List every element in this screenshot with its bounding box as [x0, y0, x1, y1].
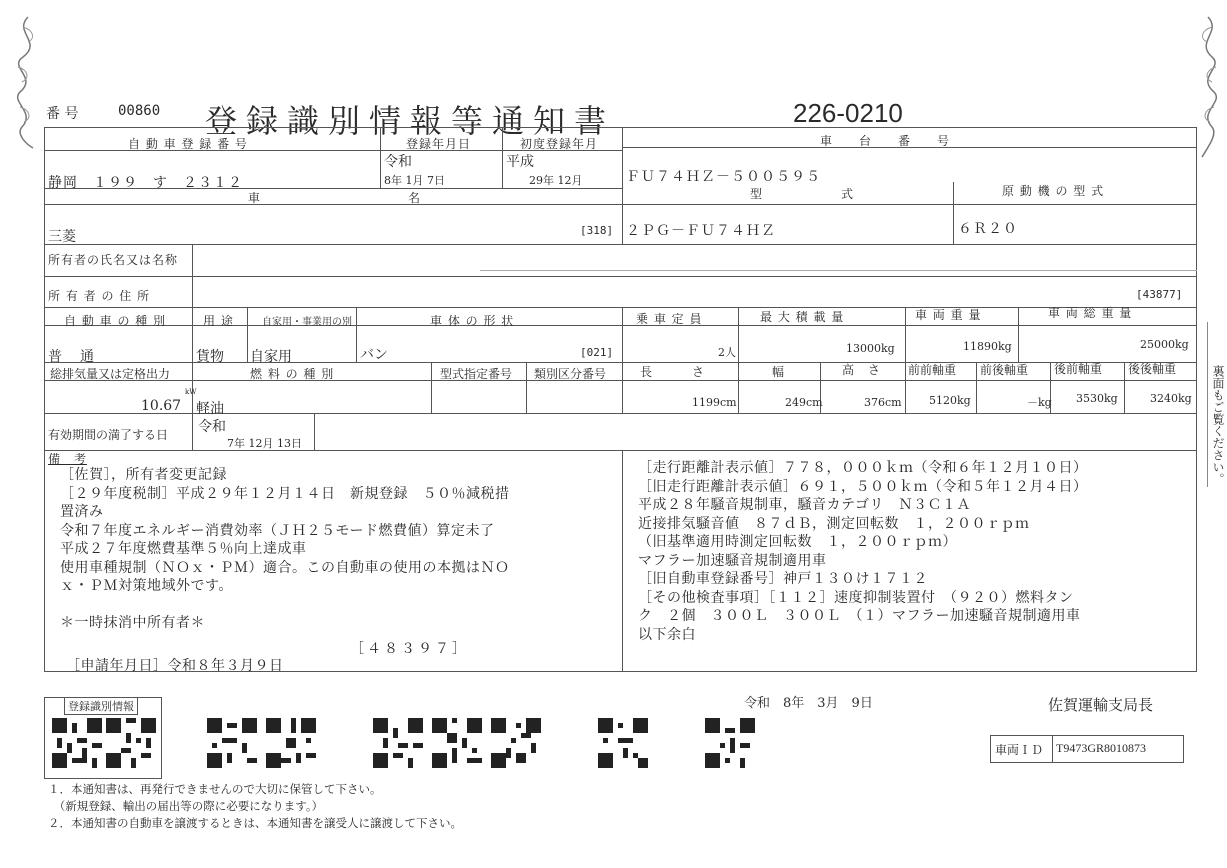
- remark-line: ＊一時抹消中所有者＊: [60, 615, 205, 631]
- page-title: 登録識別情報等通知書: [205, 102, 616, 140]
- gross-weight-value: 25000kg: [1140, 338, 1189, 351]
- fr-axle-label: 前後軸重: [980, 363, 1029, 377]
- vehicle-kind-label: 自 動 車 の 種 別: [64, 314, 167, 328]
- remark-line: ク ２個 ３００Ｌ ３００Ｌ （１）マフラー加速騒音規制適用車: [638, 608, 1081, 624]
- capacity-label: 乗 車 定 員: [636, 312, 703, 326]
- usage-value: 貨物: [196, 349, 224, 365]
- engine-type: ６Ｒ２０: [958, 221, 1018, 237]
- height-value: 376cm: [864, 396, 902, 409]
- expiry-date: 7年 12月 13日: [227, 437, 302, 450]
- doc-number: 00860: [118, 103, 161, 119]
- owner-address-label: 所 有 者 の 住 所: [48, 289, 151, 303]
- reg-era: 令和: [384, 154, 412, 170]
- application-date: ［申請年月日］令和８年３月９日: [66, 658, 284, 674]
- height-label: 高 さ: [842, 363, 882, 377]
- issue-date: 令和 8年 3月 9日: [744, 696, 873, 711]
- qr-code-icon: [266, 718, 316, 768]
- max-load-value: 13000kg: [846, 342, 895, 355]
- expiry-era: 令和: [198, 419, 226, 435]
- fuel-label: 燃 料 の 種 別: [250, 367, 335, 381]
- ff-axle-value: 5120kg: [929, 394, 971, 407]
- category-number-label: 類別区分番号: [534, 367, 607, 381]
- rr-axle-label: 後後軸重: [1128, 362, 1177, 376]
- name-label: 名: [408, 191, 422, 205]
- length-label: 長 さ: [640, 365, 706, 379]
- remarks-label: 備 考: [48, 452, 88, 466]
- issuer: 佐賀運輸支局長: [1048, 696, 1154, 714]
- owner-name-label: 所有者の氏名又は名称: [48, 253, 179, 267]
- qr-code-icon: [432, 718, 482, 768]
- qr-code-icon: [106, 718, 156, 768]
- remarks-left: [60, 466, 510, 633]
- remark-line: （旧基準適用時測定回転数 １，２００ｒｐｍ）: [638, 534, 957, 550]
- body-code: [021]: [580, 346, 614, 359]
- body-shape: バン: [360, 347, 388, 363]
- max-load-label: 最 大 積 載 量: [760, 310, 845, 324]
- usage-label: 用 途: [203, 314, 234, 328]
- maker-code: [318]: [580, 224, 614, 237]
- vehicle-weight-value: 11890kg: [963, 340, 1012, 353]
- address-code: [43877]: [1136, 288, 1183, 301]
- fuel-value: 軽油: [196, 401, 224, 417]
- engine-label: 原 動 機 の 型 式: [1002, 184, 1105, 198]
- chassis-number: ＦＵ７４ＨＺ－５００５９５: [626, 169, 821, 185]
- vehicle-weight-label: 車 両 重 量: [915, 308, 982, 322]
- chassis-label: 車 台 番 号: [820, 134, 951, 148]
- remark-line: 以下余白: [638, 626, 696, 643]
- ornament-left-icon: [8, 12, 48, 152]
- width-value: 249cm: [785, 396, 823, 409]
- type-designation-label: 型式指定番号: [440, 367, 513, 381]
- rf-axle-label: 後前軸重: [1054, 362, 1103, 376]
- qr-id-label: 登録識別情報: [64, 697, 138, 715]
- qr-code-icon: [598, 718, 648, 768]
- vehicle-id-label: 車両ＩＤ: [995, 743, 1044, 757]
- remark-line: ［２９年度税制］平成２９年１２月１４日 新規登録 ５０％減税措: [60, 485, 510, 502]
- car-label: 車: [248, 191, 262, 205]
- fr-axle-value: －kg: [1027, 396, 1052, 409]
- remark-line: 近接排気騒音値 ８７ｄＢ，測定回転数 １，２００ｒｐｍ: [638, 515, 1030, 532]
- footnote: （新規登録、輸出の届出等の際に必要になります。）: [48, 799, 324, 813]
- maker-name: 三菱: [48, 229, 76, 245]
- footnote: ２．本通知書の自動車を譲渡するときは、本通知書を譲受人に譲渡して下さい。: [48, 816, 462, 830]
- private-value: 自家用: [250, 349, 292, 365]
- remark-line: 平成２８年騒音規制車，騒音カテゴリ Ｎ３Ｃ１Ａ: [638, 497, 971, 513]
- vehicle-kind: 普 通: [48, 349, 96, 365]
- remark-line: 令和７年度エネルギー消費効率（ＪＨ２５モード燃費値）算定未了: [60, 522, 495, 539]
- plate-number: 静岡 １９９ す ２３１２: [48, 175, 243, 191]
- remark-line: ［旧自動車登録番号］神戸１３０け１７１２: [638, 571, 928, 587]
- model-type: ２ＰＧ－ＦＵ７４ＨＺ: [626, 223, 776, 239]
- first-reg-era: 平成: [506, 154, 534, 170]
- reg-date: 8年 1月 7日: [384, 174, 445, 187]
- remark-line: ［佐賀］，所有者変更記録: [60, 467, 227, 483]
- qr-code-icon: [705, 718, 755, 768]
- qr-code-icon: [491, 718, 541, 768]
- first-reg-label: 初度登録年月: [520, 137, 599, 151]
- private-commercial-label: 自家用・事業用の別: [262, 317, 352, 328]
- gross-weight-label: 車 両 総 重 量: [1048, 306, 1133, 320]
- rf-axle-value: 3530kg: [1076, 392, 1118, 405]
- model-label: 型 式: [750, 187, 855, 201]
- qr-code-icon: [52, 718, 102, 768]
- first-reg-date: 29年 12月: [529, 174, 583, 187]
- footnotes: [48, 781, 462, 832]
- remarks-right: [638, 459, 1088, 644]
- remark-line: ｘ・ＰＭ対策地域外です。: [60, 578, 233, 594]
- remark-spacer: [60, 596, 510, 615]
- body-shape-label: 車 体 の 形 状: [430, 314, 515, 328]
- remark-line: ［その他検査事項］［１１２］速度抑制装置付 （９２０）燃料タン: [638, 589, 1074, 606]
- side-note: 裏面もご覧ください。: [1211, 365, 1225, 485]
- capacity-value: 2人: [718, 346, 736, 359]
- width-label: 幅: [772, 365, 786, 379]
- footnote: １．本通知書は、再発行できませんので大切に保管して下さい。: [48, 782, 382, 796]
- remark-line: 置済み: [60, 504, 104, 520]
- displacement-unit: kW: [185, 388, 197, 396]
- reg-date-label: 登録年月日: [406, 137, 472, 151]
- expiry-label: 有効期間の満了する日: [48, 428, 169, 442]
- remark-line: マフラー加速騒音規制適用車: [638, 552, 827, 569]
- document-code: 226-0210: [793, 98, 903, 128]
- ff-axle-label: 前前軸重: [908, 363, 957, 377]
- plate-label: 自 動 車 登 録 番 号: [128, 137, 248, 151]
- qr-code-icon: [373, 718, 423, 768]
- remark-line: 使用車種規制（ＮＯｘ・ＰＭ）適合。この自動車の使用の本拠はＮＯ: [60, 559, 510, 576]
- displacement-label: 総排気量又は定格出力: [50, 367, 171, 381]
- qr-code-icon: [207, 718, 257, 768]
- vehicle-id: T9473GR8010873: [1056, 741, 1146, 755]
- remark-line: ［旧走行距離計表示値］６９１，５００ｋｍ（令和５年１２月４日）: [638, 478, 1088, 495]
- remark-line: 平成２７年度燃費基準５％向上達成車: [60, 541, 307, 557]
- remarks-code: ［４８３９７］: [350, 641, 469, 657]
- remark-line: ［走行距離計表示値］７７８，０００ｋｍ（令和６年１２月１０日）: [638, 460, 1088, 476]
- length-value: 1199cm: [692, 396, 737, 409]
- displacement-value: 10.67: [141, 398, 182, 414]
- doc-number-label: 番 号: [46, 106, 79, 122]
- rr-axle-value: 3240kg: [1150, 392, 1192, 405]
